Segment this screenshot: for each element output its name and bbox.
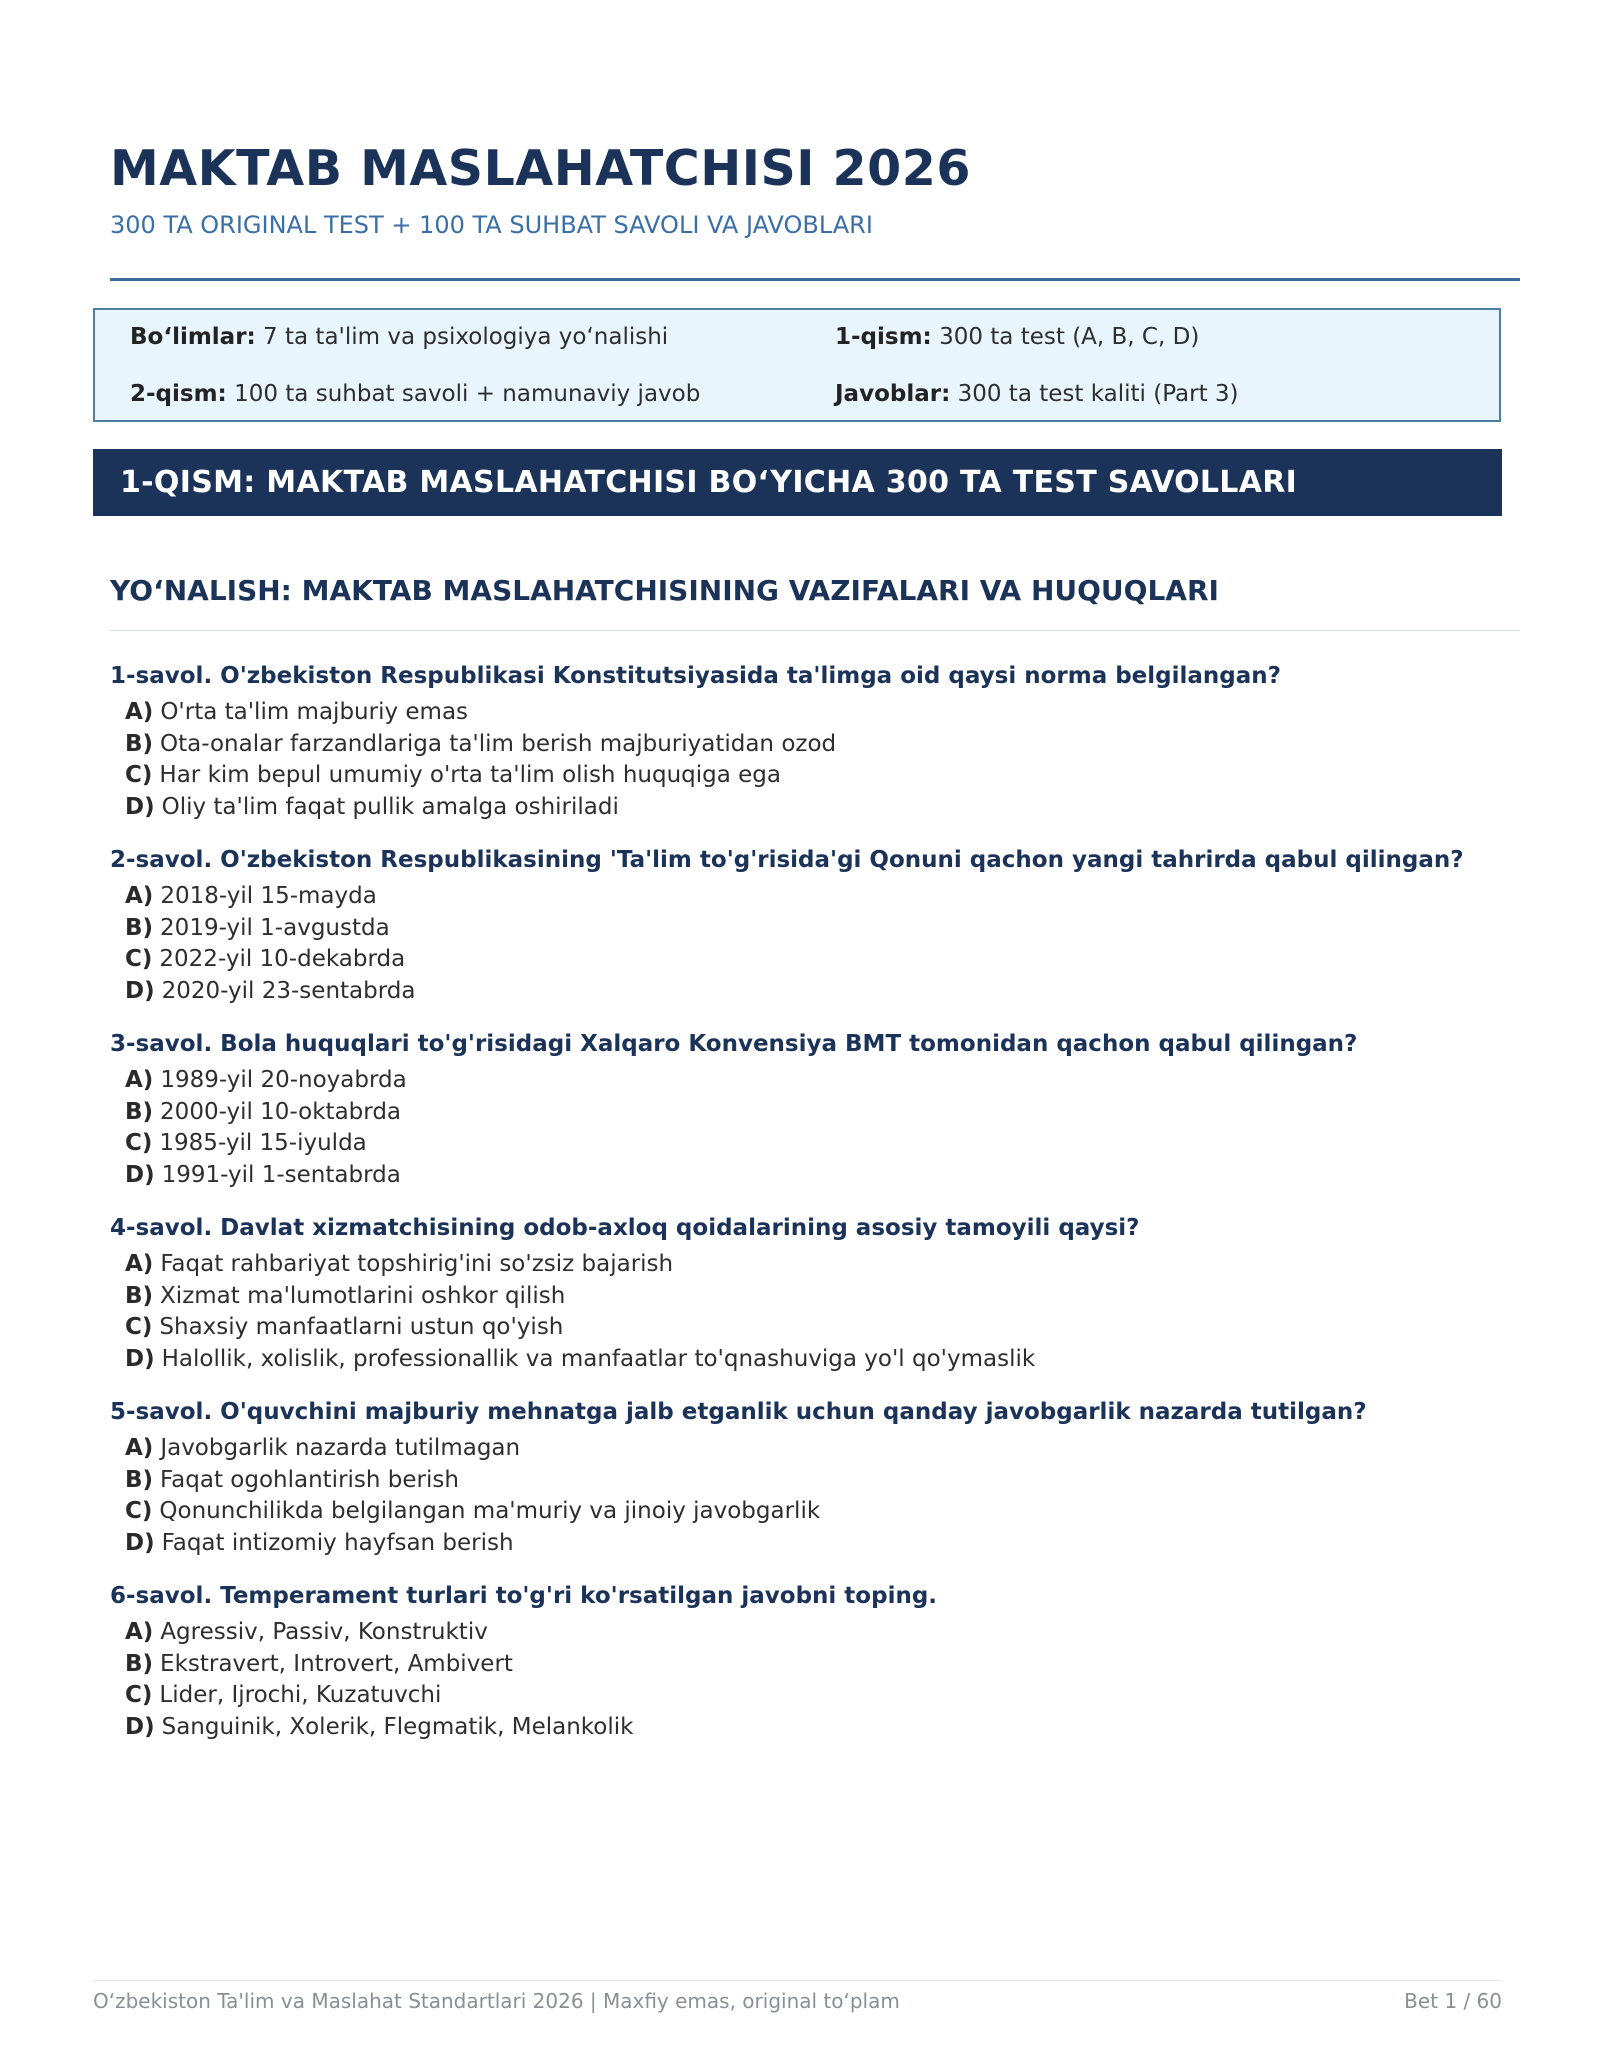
question-1 bbox=[110, 659, 1520, 823]
question-list bbox=[110, 659, 1520, 1763]
footer-text: O‘zbekiston Ta'lim va Maslahat Standartlari 2026 | Maxfiy emas, original to‘plam bbox=[93, 1989, 900, 2013]
option-text: 1985-yil 15-iyulda bbox=[159, 1130, 367, 1156]
question-text: 6-savol. Temperament turlari to'g'ri ko'rsatilgan javobni toping. bbox=[110, 1583, 938, 1609]
info-part2-label: 2-qism: bbox=[130, 381, 227, 407]
option-text: 2019-yil 1-avgustda bbox=[160, 914, 390, 941]
info-part1 bbox=[835, 324, 1199, 350]
option-text: Qonunchilikda belgilangan ma'muriy va jinoiy javobgarlik bbox=[159, 1498, 821, 1524]
option-text: Sanguinik, Xolerik, Flegmatik, Melankolik bbox=[161, 1713, 634, 1740]
option-a bbox=[110, 697, 1520, 729]
option-b bbox=[110, 1649, 1520, 1681]
question-2 bbox=[110, 843, 1520, 1007]
option-letter: D) bbox=[125, 1161, 155, 1188]
question-5 bbox=[110, 1395, 1520, 1559]
footer-divider bbox=[93, 1980, 1502, 1981]
option-letter: A) bbox=[125, 883, 154, 909]
option-letter: B) bbox=[125, 914, 154, 941]
option-text: Faqat intizomiy hayfsan berish bbox=[161, 1529, 514, 1556]
option-letter: B) bbox=[125, 1466, 154, 1493]
question-text: 5-savol. O'quvchini majburiy mehnatga jalb etganlik uchun qanday javobgarlik nazarda tutilgan? bbox=[110, 1399, 1367, 1425]
question-text: 4-savol. Davlat xizmatchisining odob-axloq qoidalarining asosiy tamoyili qaysi? bbox=[110, 1215, 1140, 1241]
option-letter: A) bbox=[125, 1067, 154, 1093]
option-c bbox=[110, 1312, 1520, 1344]
option-d bbox=[110, 1712, 1520, 1744]
option-text: Faqat ogohlantirish berish bbox=[160, 1466, 459, 1493]
option-a bbox=[110, 1617, 1520, 1649]
option-d bbox=[110, 1344, 1520, 1376]
option-text: Xizmat ma'lumotlarini oshkor qilish bbox=[160, 1282, 566, 1309]
option-letter: C) bbox=[125, 1130, 153, 1156]
option-letter: D) bbox=[125, 1713, 155, 1740]
option-a bbox=[110, 881, 1520, 913]
option-letter: A) bbox=[125, 699, 154, 725]
info-answers bbox=[835, 381, 1239, 407]
option-b bbox=[110, 913, 1520, 945]
option-d bbox=[110, 1528, 1520, 1560]
option-text: Har kim bepul umumiy o'rta ta'lim olish huquqiga ega bbox=[159, 762, 781, 788]
info-answers-label: Javoblar: bbox=[835, 381, 951, 407]
option-letter: A) bbox=[125, 1251, 154, 1277]
question-3 bbox=[110, 1027, 1520, 1191]
question-6 bbox=[110, 1579, 1520, 1743]
option-a bbox=[110, 1433, 1520, 1465]
option-letter: D) bbox=[125, 1345, 155, 1372]
option-text: 2022-yil 10-dekabrda bbox=[159, 946, 406, 972]
section-heading: YO‘NALISH: MAKTAB MASLAHATCHISINING VAZIFALARI VA HUQUQLARI bbox=[110, 574, 1219, 607]
option-letter: D) bbox=[125, 977, 155, 1004]
question-text: 3-savol. Bola huquqlari to'g'risidagi Xalqaro Konvensiya BMT tomonidan qachon qabul qilingan? bbox=[110, 1031, 1358, 1057]
option-letter: C) bbox=[125, 762, 153, 788]
option-text: Oliy ta'lim faqat pullik amalga oshiriladi bbox=[161, 793, 619, 820]
option-text: Ekstravert, Introvert, Ambivert bbox=[160, 1650, 513, 1677]
option-text: Faqat rahbariyat topshirig'ini so'zsiz bajarish bbox=[160, 1251, 674, 1277]
option-b bbox=[110, 1465, 1520, 1497]
info-part1-value: 300 ta test (A, B, C, D) bbox=[931, 324, 1200, 350]
info-sections-value: 7 ta ta'lim va psixologiya yo‘nalishi bbox=[255, 324, 669, 350]
option-text: 2018-yil 15-mayda bbox=[160, 883, 377, 909]
option-c bbox=[110, 1680, 1520, 1712]
option-a bbox=[110, 1065, 1520, 1097]
option-d bbox=[110, 792, 1520, 824]
option-text: Javobgarlik nazarda tutilmagan bbox=[160, 1435, 521, 1461]
document-subtitle: 300 TA ORIGINAL TEST + 100 TA SUHBAT SAVOLI VA JAVOBLARI bbox=[110, 211, 873, 239]
option-d bbox=[110, 976, 1520, 1008]
option-c bbox=[110, 760, 1520, 792]
option-letter: D) bbox=[125, 793, 155, 820]
option-letter: C) bbox=[125, 1498, 153, 1524]
part-banner: 1-QISM: MAKTAB MASLAHATCHISI BO‘YICHA 300 TA TEST SAVOLLARI bbox=[93, 449, 1502, 516]
option-b bbox=[110, 1097, 1520, 1129]
option-letter: B) bbox=[125, 1650, 154, 1677]
option-d bbox=[110, 1160, 1520, 1192]
info-sections-label: Bo‘limlar: bbox=[130, 324, 256, 350]
option-a bbox=[110, 1249, 1520, 1281]
question-4 bbox=[110, 1211, 1520, 1375]
option-text: Shaxsiy manfaatlarni ustun qo'yish bbox=[159, 1314, 564, 1340]
option-text: Halollik, xolislik, professionallik va manfaatlar to'qnashuviga yo'l qo'ymaslik bbox=[161, 1345, 1036, 1372]
option-text: O'rta ta'lim majburiy emas bbox=[160, 699, 469, 725]
document-title: MAKTAB MASLAHATCHISI 2026 bbox=[110, 140, 971, 197]
option-text: Ota-onalar farzandlariga ta'lim berish majburiyatidan ozod bbox=[160, 730, 837, 757]
info-part2 bbox=[130, 381, 700, 407]
option-letter: C) bbox=[125, 1314, 153, 1340]
option-letter: D) bbox=[125, 1529, 155, 1556]
section-divider bbox=[110, 630, 1520, 631]
option-letter: A) bbox=[125, 1435, 154, 1461]
option-c bbox=[110, 1496, 1520, 1528]
option-b bbox=[110, 1281, 1520, 1313]
option-text: Agressiv, Passiv, Konstruktiv bbox=[160, 1619, 488, 1645]
option-b bbox=[110, 729, 1520, 761]
option-text: Lider, Ijrochi, Kuzatuvchi bbox=[159, 1682, 442, 1708]
option-letter: C) bbox=[125, 946, 153, 972]
option-text: 1991-yil 1-sentabrda bbox=[161, 1161, 401, 1188]
option-text: 2020-yil 23-sentabrda bbox=[161, 977, 416, 1004]
info-part1-label: 1-qism: bbox=[835, 324, 932, 350]
question-text: 2-savol. O'zbekiston Respublikasining 'Ta'lim to'g'risida'gi Qonuni qachon yangi tahrirda qabul qilingan? bbox=[110, 847, 1464, 873]
option-c bbox=[110, 944, 1520, 976]
option-letter: B) bbox=[125, 730, 154, 757]
option-letter: C) bbox=[125, 1682, 153, 1708]
question-text: 1-savol. O'zbekiston Respublikasi Konstitutsiyasida ta'limga oid qaysi norma belgilangan? bbox=[110, 663, 1281, 689]
option-letter: B) bbox=[125, 1282, 154, 1309]
title-divider bbox=[110, 278, 1520, 281]
info-answers-value: 300 ta test kaliti (Part 3) bbox=[950, 381, 1239, 407]
info-sections bbox=[130, 324, 668, 350]
option-letter: B) bbox=[125, 1098, 154, 1125]
option-c bbox=[110, 1128, 1520, 1160]
info-part2-value: 100 ta suhbat savoli + namunaviy javob bbox=[226, 381, 701, 407]
option-letter: A) bbox=[125, 1619, 154, 1645]
info-box bbox=[93, 308, 1501, 422]
option-text: 1989-yil 20-noyabrda bbox=[160, 1067, 407, 1093]
page-number: Bet 1 / 60 bbox=[1404, 1989, 1502, 2013]
option-text: 2000-yil 10-oktabrda bbox=[160, 1098, 402, 1125]
